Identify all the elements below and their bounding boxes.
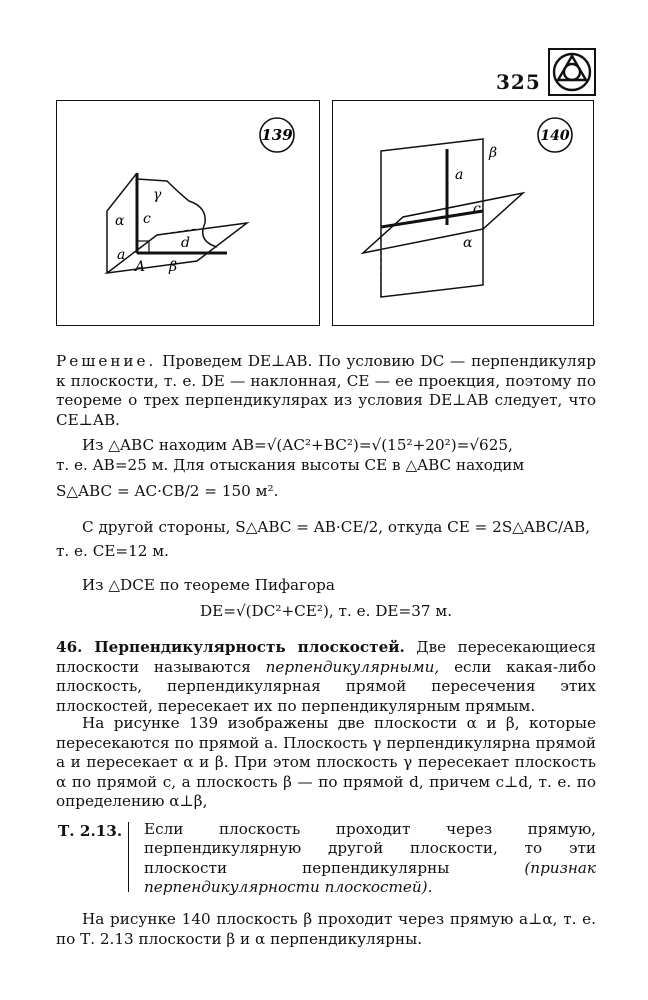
computation-line-3: S△ABC = AC·CB/2 = 150 м². (56, 482, 279, 500)
label-A: A (135, 259, 146, 275)
computation-line-4: С другой стороны, S△ABC = AB·CE/2, откуда CE = 2S△ABC/AB, (82, 518, 591, 536)
label-alpha: α (115, 213, 125, 229)
computation-line-2: т. е. AB=25 м. Для отыскания высоты CE в △ABC находим (56, 456, 525, 474)
label-c: c (473, 201, 481, 217)
computation-line-1: Из △ABC находим AB=√(AC²+BC²)=√(15²+20²)=√625, (82, 436, 513, 454)
solution-text: Проведем DE⊥AB. По условию DC — перпендикуляр к плоскости, т. е. DE — наклонная, CE — ее проекция, поэтому по теореме о трех перпендикулярах из условия DE⊥AB следует, что CE⊥AB. (56, 352, 596, 429)
theorem-name: (признак перпендикулярности плоскостей). (144, 858, 596, 897)
solution-word: Решение. (56, 352, 157, 370)
figure-139-number: 139 (261, 126, 293, 144)
closing-paragraph: На рисунке 140 плоскость β проходит через прямую a⊥α, т. е. по Т. 2.13 плоскости β и α перпендикулярны. (56, 910, 596, 948)
label-gamma: γ (153, 187, 162, 203)
theorem-statement: Если плоскость проходит через прямую, перпендикулярную другой плоскости, то эти плоскости перпендикулярны (144, 820, 596, 877)
figure-139-explanation: На рисунке 139 изображены две плоскости α и β, которые пересекаются по прямой a. Плоскость γ перпендикулярна прямой a и пересекает α и β. При этом плоскость γ пересекает плоскость α по прямой c, а плоскость β — по прямой d, причем c⊥d, т. е. по определению α⊥β, (56, 714, 596, 811)
label-a: a (455, 167, 464, 183)
figure-140 (332, 100, 594, 326)
page-number: 325 (496, 70, 541, 94)
pythagoras-formula: DE=√(DC²+CE²), т. е. DE=37 м. (199, 602, 453, 620)
pythagoras-intro: Из △DCE по теореме Пифагора (82, 576, 335, 594)
theorem-label: Т. 2.13. (58, 822, 123, 840)
definition-pre: Две пересекающиеся плоскости называются (56, 638, 597, 676)
section-title: 46. Перпендикулярность плоскостей. (56, 638, 405, 656)
definition-term: перпендикулярными, (265, 657, 440, 676)
definition-post: если какая-либо плоскость, перпендикулярная прямой пересечения этих плоскостей, пересекает их по перпендикулярным прямым. (56, 657, 597, 715)
label-c: c (143, 211, 151, 227)
theorem-divider (128, 822, 129, 892)
label-alpha: α (463, 235, 473, 251)
figure-140-drawing (333, 101, 593, 325)
figure-139 (56, 100, 320, 326)
theorem-text (144, 820, 596, 898)
label-a: a (117, 247, 126, 263)
label-beta: β (169, 259, 178, 275)
figure-140-number: 140 (540, 128, 570, 144)
label-d: d (181, 235, 190, 251)
section-46-paragraph (56, 638, 596, 716)
solution-paragraph (56, 352, 596, 430)
circle-triangle-circle-icon (548, 48, 596, 96)
label-beta: β (489, 145, 498, 161)
computation-line-5: т. е. CE=12 м. (56, 542, 169, 560)
figure-139-drawing (57, 101, 319, 325)
